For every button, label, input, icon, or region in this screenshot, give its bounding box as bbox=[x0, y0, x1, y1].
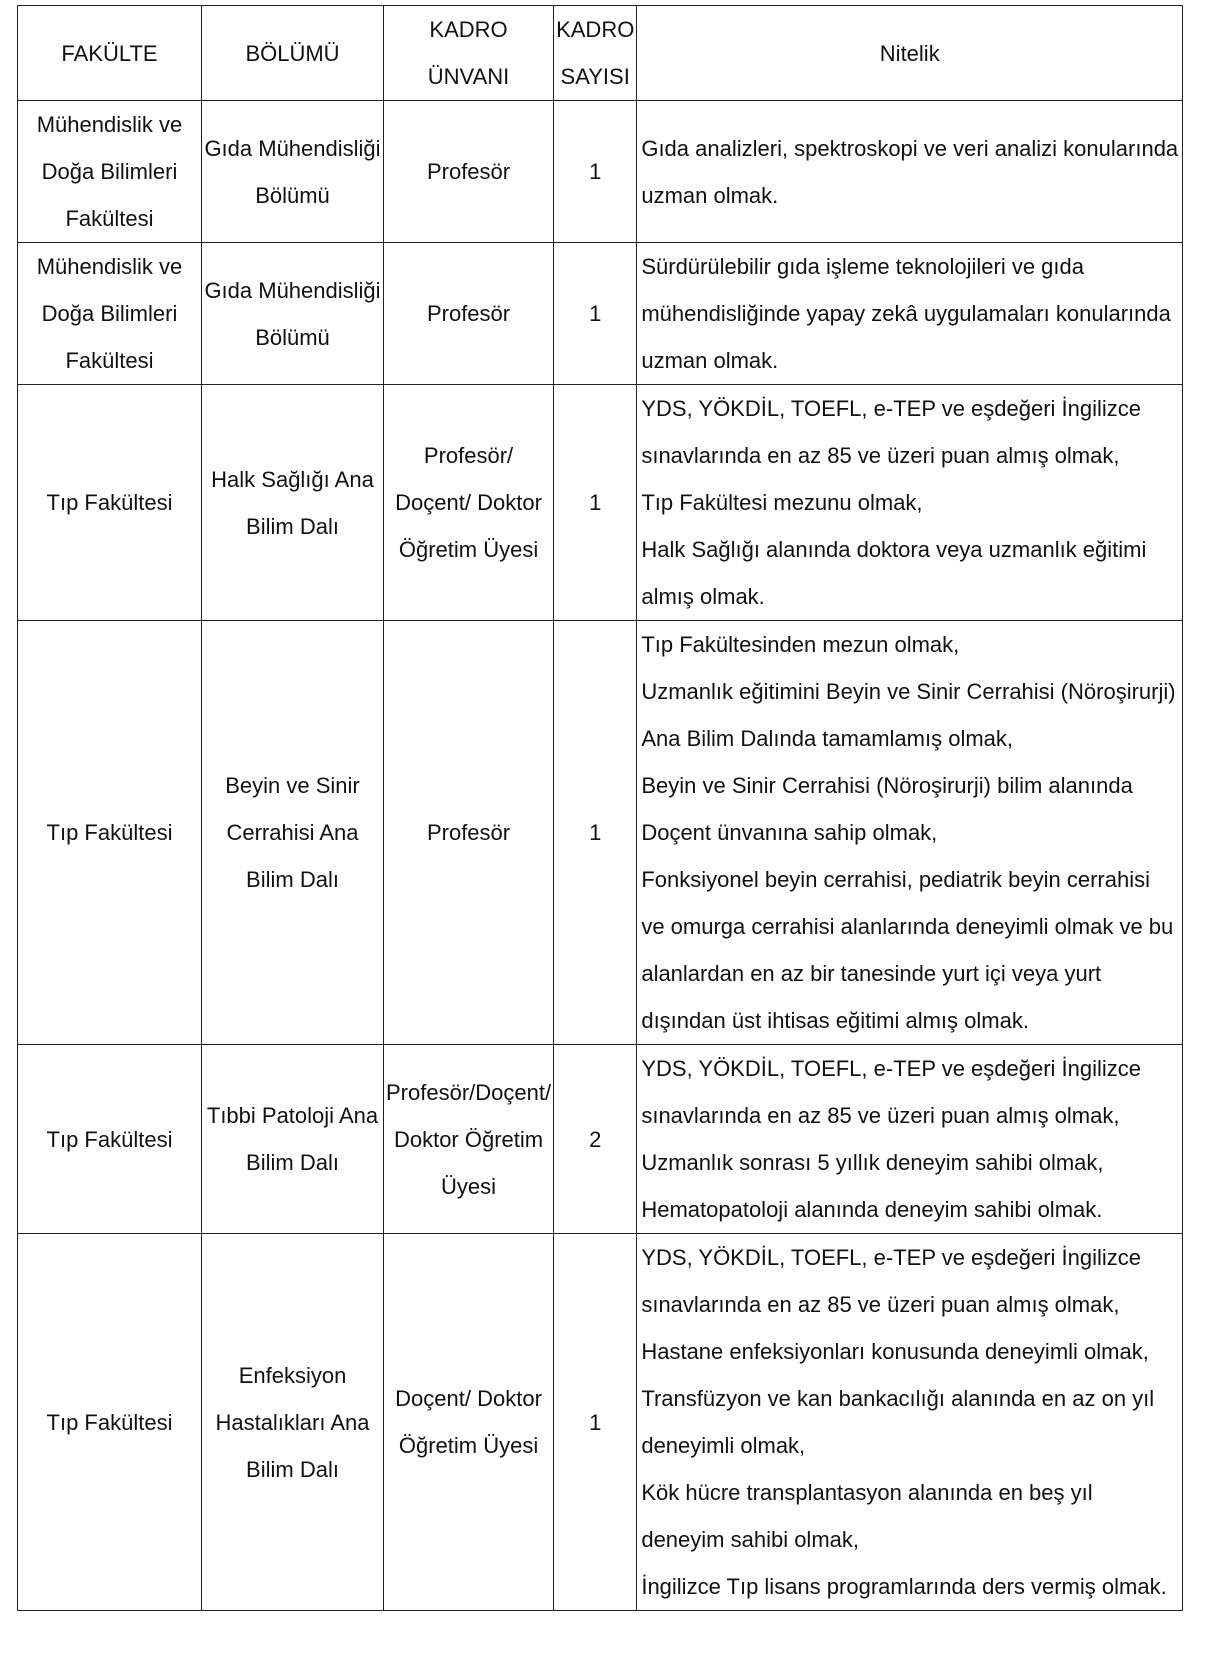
table-row bbox=[18, 1234, 1183, 1611]
cell-kadro-unvani bbox=[384, 243, 554, 385]
table-row bbox=[18, 243, 1183, 385]
cell-bolumu-line: Hastalıkları Ana bbox=[215, 1409, 370, 1435]
cell-fakulte bbox=[18, 1045, 202, 1234]
header-kadro-unvani: KADRO ÜNVANI bbox=[384, 6, 554, 101]
cell-nitelik-line: Hastane enfeksiyonları konusunda deneyimli olmak, bbox=[641, 1339, 1149, 1364]
cell-nitelik-line: Halk Sağlığı alanında doktora veya uzmanlık eğitimi bbox=[641, 537, 1147, 562]
cell-nitelik-line: Doçent ünvanına sahip olmak, bbox=[641, 820, 938, 845]
cell-nitelik-line: Beyin ve Sinir Cerrahisi (Nöroşirurji) bilim alanında bbox=[641, 773, 1133, 798]
cell-kadro-unvani bbox=[384, 1234, 554, 1611]
header-nitelik: Nitelik bbox=[637, 6, 1183, 101]
cell-fakulte-line: Tıp Fakültesi bbox=[46, 1126, 173, 1152]
header-row bbox=[18, 6, 1183, 101]
cell-bolumu-line: Gıda Mühendisliği bbox=[204, 277, 381, 303]
cell-kadro-sayisi: 1 bbox=[554, 243, 637, 385]
cell-kadro-sayisi: 1 bbox=[554, 101, 637, 243]
cell-nitelik bbox=[637, 621, 1183, 1045]
document-page bbox=[17, 5, 1183, 1611]
cell-kadro-unvani-line: Üyesi bbox=[441, 1173, 497, 1199]
cell-kadro-unvani-line: Öğretim Üyesi bbox=[398, 537, 539, 562]
cell-nitelik-line: ve omurga cerrahisi alanlarında deneyimli olmak ve bu bbox=[641, 914, 1174, 939]
cell-kadro-unvani-line: Profesör/ bbox=[423, 443, 514, 468]
cell-nitelik-line: Hematopatoloji alanında deneyim sahibi olmak. bbox=[641, 1197, 1103, 1222]
cell-nitelik-line: Tıp Fakültesinden mezun olmak, bbox=[641, 632, 960, 657]
cell-fakulte-line: Tıp Fakültesi bbox=[46, 820, 173, 845]
cell-nitelik-line: alanlardan en az bir tanesinde yurt içi veya yurt bbox=[641, 961, 1102, 986]
cell-nitelik-line: sınavlarında en az 85 ve üzeri puan almış olmak, bbox=[641, 1103, 1120, 1128]
cell-fakulte-line: Tıp Fakültesi bbox=[46, 1409, 173, 1435]
cell-kadro-unvani-line: Doçent/ Doktor bbox=[395, 490, 542, 515]
cell-fakulte-line: Mühendislik ve bbox=[36, 112, 183, 137]
cell-kadro-unvani-line: Profesör bbox=[426, 301, 511, 326]
cell-nitelik-line: Gıda analizleri, spektroskopi ve veri analizi konularında bbox=[641, 135, 1179, 161]
cell-fakulte bbox=[18, 385, 202, 621]
cell-nitelik-line: sınavlarında en az 85 ve üzeri puan almış olmak, bbox=[641, 1292, 1120, 1317]
table-body bbox=[18, 101, 1183, 1611]
cell-kadro-unvani-line: Profesör bbox=[426, 159, 511, 184]
cell-nitelik-line: Fonksiyonel beyin cerrahisi, pediatrik beyin cerrahisi bbox=[641, 867, 1151, 892]
cell-kadro-unvani bbox=[384, 101, 554, 243]
cell-bolumu bbox=[202, 101, 384, 243]
table-row bbox=[18, 385, 1183, 621]
cell-nitelik-line: uzman olmak. bbox=[641, 348, 779, 373]
cell-nitelik-line: Kök hücre transplantasyon alanında en beş yıl bbox=[641, 1480, 1093, 1505]
cell-bolumu-line: Bilim Dalı bbox=[246, 1456, 339, 1482]
cell-kadro-unvani bbox=[384, 621, 554, 1045]
cell-kadro-sayisi: 1 bbox=[554, 621, 637, 1045]
cell-kadro-unvani-line: Doktor Öğretim bbox=[393, 1126, 544, 1152]
cell-fakulte-line: Doğa Bilimleri bbox=[41, 159, 178, 184]
cell-bolumu-line: Cerrahisi Ana bbox=[226, 820, 359, 845]
cell-bolumu-line: Bölümü bbox=[255, 182, 330, 208]
cell-bolumu bbox=[202, 385, 384, 621]
cell-fakulte bbox=[18, 621, 202, 1045]
cell-fakulte-line: Fakültesi bbox=[65, 206, 154, 231]
cell-bolumu-line: Bilim Dalı bbox=[246, 867, 339, 892]
cell-nitelik-line: Tıp Fakültesi mezunu olmak, bbox=[641, 490, 923, 515]
cell-bolumu-line: Enfeksiyon bbox=[238, 1362, 347, 1388]
cell-fakulte-line: Mühendislik ve bbox=[36, 254, 183, 279]
kadro-table bbox=[17, 5, 1183, 1611]
header-kadro-sayisi: KADRO SAYISI bbox=[554, 6, 637, 101]
cell-bolumu bbox=[202, 621, 384, 1045]
table-row bbox=[18, 101, 1183, 243]
cell-bolumu-line: Bilim Dalı bbox=[246, 1150, 339, 1175]
header-fakulte: FAKÜLTE bbox=[18, 6, 202, 101]
cell-nitelik-line: YDS, YÖKDİL, TOEFL, e-TEP ve eşdeğeri İngilizce bbox=[641, 396, 1142, 421]
cell-nitelik bbox=[637, 101, 1183, 243]
cell-kadro-unvani-line: Profesör bbox=[426, 820, 511, 845]
cell-bolumu bbox=[202, 1045, 384, 1234]
cell-fakulte bbox=[18, 1234, 202, 1611]
header-bolumu: BÖLÜMÜ bbox=[202, 6, 384, 101]
cell-kadro-unvani bbox=[384, 1045, 554, 1234]
cell-nitelik-line: uzman olmak. bbox=[641, 182, 779, 208]
cell-nitelik-line: Ana Bilim Dalında tamamlamış olmak, bbox=[641, 726, 1014, 751]
cell-kadro-sayisi: 2 bbox=[554, 1045, 637, 1234]
cell-nitelik-line: İngilizce Tıp lisans programlarında ders vermiş olmak. bbox=[641, 1574, 1167, 1599]
table-row bbox=[18, 1045, 1183, 1234]
cell-nitelik bbox=[637, 243, 1183, 385]
cell-kadro-unvani bbox=[384, 385, 554, 621]
cell-nitelik-line: deneyimli olmak, bbox=[641, 1433, 806, 1458]
cell-nitelik-line: deneyim sahibi olmak, bbox=[641, 1527, 859, 1552]
cell-nitelik-line: Uzmanlık sonrası 5 yıllık deneyim sahibi olmak, bbox=[641, 1150, 1104, 1175]
cell-kadro-unvani-line: Profesör/Doçent/ bbox=[386, 1079, 552, 1105]
cell-kadro-unvani-line: Doçent/ Doktor bbox=[395, 1386, 542, 1411]
cell-fakulte bbox=[18, 243, 202, 385]
cell-kadro-sayisi: 1 bbox=[554, 1234, 637, 1611]
cell-kadro-unvani-line: Öğretim Üyesi bbox=[398, 1433, 539, 1458]
cell-nitelik-line: mühendisliğinde yapay zekâ uygulamaları konularında bbox=[641, 301, 1171, 326]
cell-bolumu-line: Tıbbi Patoloji Ana bbox=[206, 1103, 379, 1128]
cell-nitelik bbox=[637, 385, 1183, 621]
cell-bolumu-line: Gıda Mühendisliği bbox=[204, 135, 381, 161]
cell-bolumu bbox=[202, 243, 384, 385]
cell-bolumu bbox=[202, 1234, 384, 1611]
cell-fakulte bbox=[18, 101, 202, 243]
table-row bbox=[18, 621, 1183, 1045]
cell-nitelik-line: dışından üst ihtisas eğitimi almış olmak. bbox=[641, 1008, 1029, 1033]
cell-fakulte-line: Fakültesi bbox=[65, 348, 154, 373]
cell-nitelik-line: almış olmak. bbox=[641, 584, 765, 609]
cell-nitelik-line: Uzmanlık eğitimini Beyin ve Sinir Cerrahisi (Nöroşirurji) bbox=[641, 679, 1176, 704]
cell-bolumu-line: Beyin ve Sinir bbox=[225, 773, 360, 798]
cell-fakulte-line: Doğa Bilimleri bbox=[41, 301, 178, 326]
cell-kadro-sayisi: 1 bbox=[554, 385, 637, 621]
cell-fakulte-line: Tıp Fakültesi bbox=[46, 490, 173, 515]
cell-bolumu-line: Halk Sağlığı Ana bbox=[211, 466, 374, 492]
cell-nitelik-line: YDS, YÖKDİL, TOEFL, e-TEP ve eşdeğeri İngilizce bbox=[641, 1245, 1142, 1270]
cell-nitelik bbox=[637, 1045, 1183, 1234]
cell-nitelik-line: YDS, YÖKDİL, TOEFL, e-TEP ve eşdeğeri İngilizce bbox=[641, 1056, 1142, 1081]
cell-bolumu-line: Bölümü bbox=[255, 324, 330, 350]
cell-nitelik-line: sınavlarında en az 85 ve üzeri puan almış olmak, bbox=[641, 443, 1120, 468]
cell-nitelik-line: Sürdürülebilir gıda işleme teknolojileri ve gıda bbox=[641, 254, 1085, 279]
cell-nitelik-line: Transfüzyon ve kan bankacılığı alanında en az on yıl bbox=[641, 1386, 1155, 1411]
cell-nitelik bbox=[637, 1234, 1183, 1611]
cell-bolumu-line: Bilim Dalı bbox=[246, 513, 339, 539]
